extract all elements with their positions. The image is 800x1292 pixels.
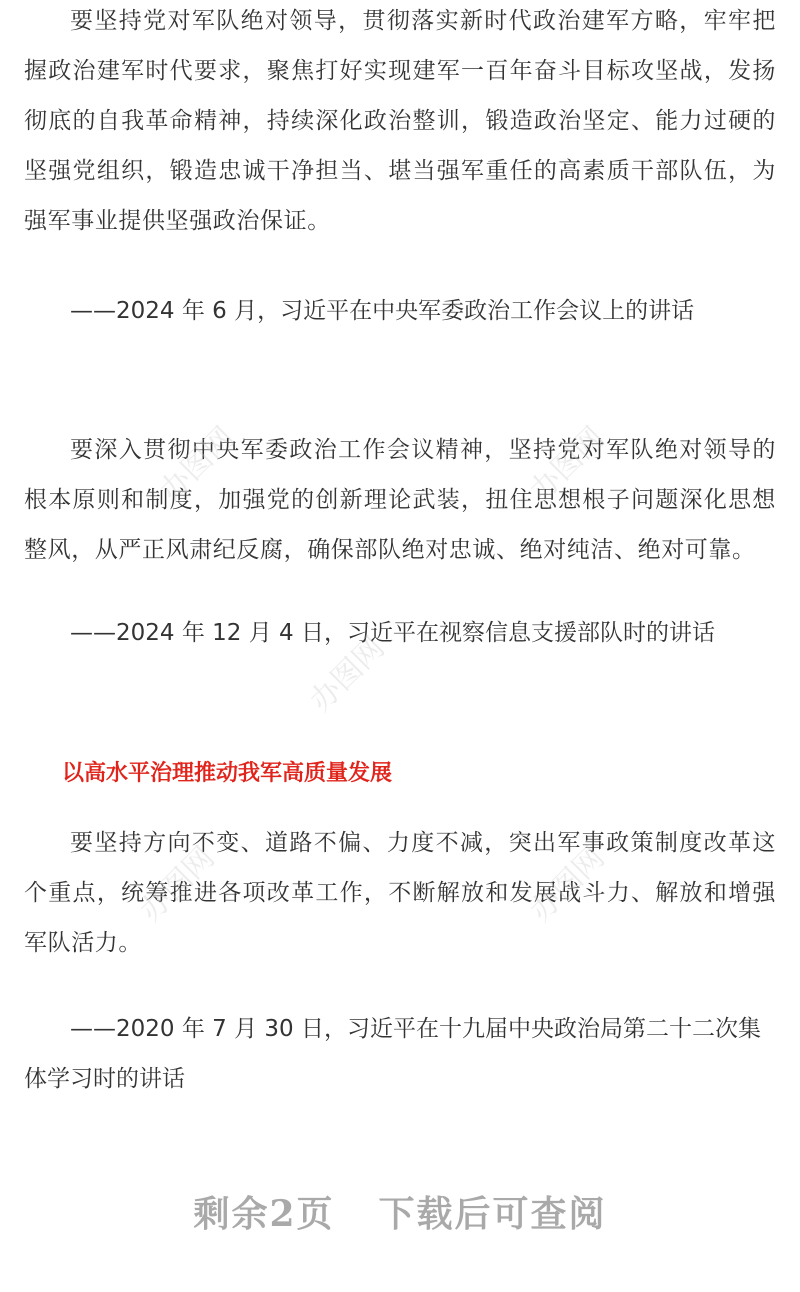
watermark: 办图网 — [133, 840, 222, 929]
section-heading: 以高水平治理推动我军高质量发展 — [62, 761, 393, 786]
citation-3: ——2020 年 7 月 30 日，习近平在十九届中央政治局第二十二次集体学习时的讲话 — [24, 1016, 761, 1092]
paragraph-3: 要坚持方向不变、道路不偏、力度不减，突出军事政策制度改革这个重点，统筹推进各项改革工作，不断解放和发展战斗力、解放和增强军队活力。 — [24, 830, 776, 956]
citation-2: ——2024 年 12 月 4 日，习近平在视察信息支援部队时的讲话 — [70, 620, 715, 646]
download-notice[interactable] — [0, 1186, 800, 1242]
watermark: 办图网 — [523, 840, 612, 929]
paragraph-1: 要坚持党对军队绝对领导，贯彻落实新时代政治建军方略，牢牢把握政治建军时代要求，聚焦打好实现建军一百年奋斗目标攻坚战，发扬彻底的自我革命精神，持续深化政治整训，锻造政治坚定、能力过硬的坚强党组织，锻造忠诚干净担当、堪当强军重任的高素质干部队伍，为强军事业提供坚强政治保证。 — [24, 8, 776, 234]
watermark: 办图网 — [153, 420, 242, 509]
citation-1: ——2024 年 6 月，习近平在中央军委政治工作会议上的讲话 — [70, 298, 695, 324]
watermark: 办图网 — [523, 420, 612, 509]
paragraph-2: 要深入贯彻中央军委政治工作会议精神，坚持党对军队绝对领导的根本原则和制度，加强党的创新理论武装，扭住思想根子问题深化思想整风，从严正风肃纪反腐，确保部队绝对忠诚、绝对纯洁、绝对可靠。 — [24, 437, 776, 563]
remaining-pages-text: 剩余2页 — [193, 1193, 335, 1235]
watermark: 办图网 — [303, 630, 392, 719]
download-to-view-text: 下载后可查阅 — [378, 1193, 607, 1235]
